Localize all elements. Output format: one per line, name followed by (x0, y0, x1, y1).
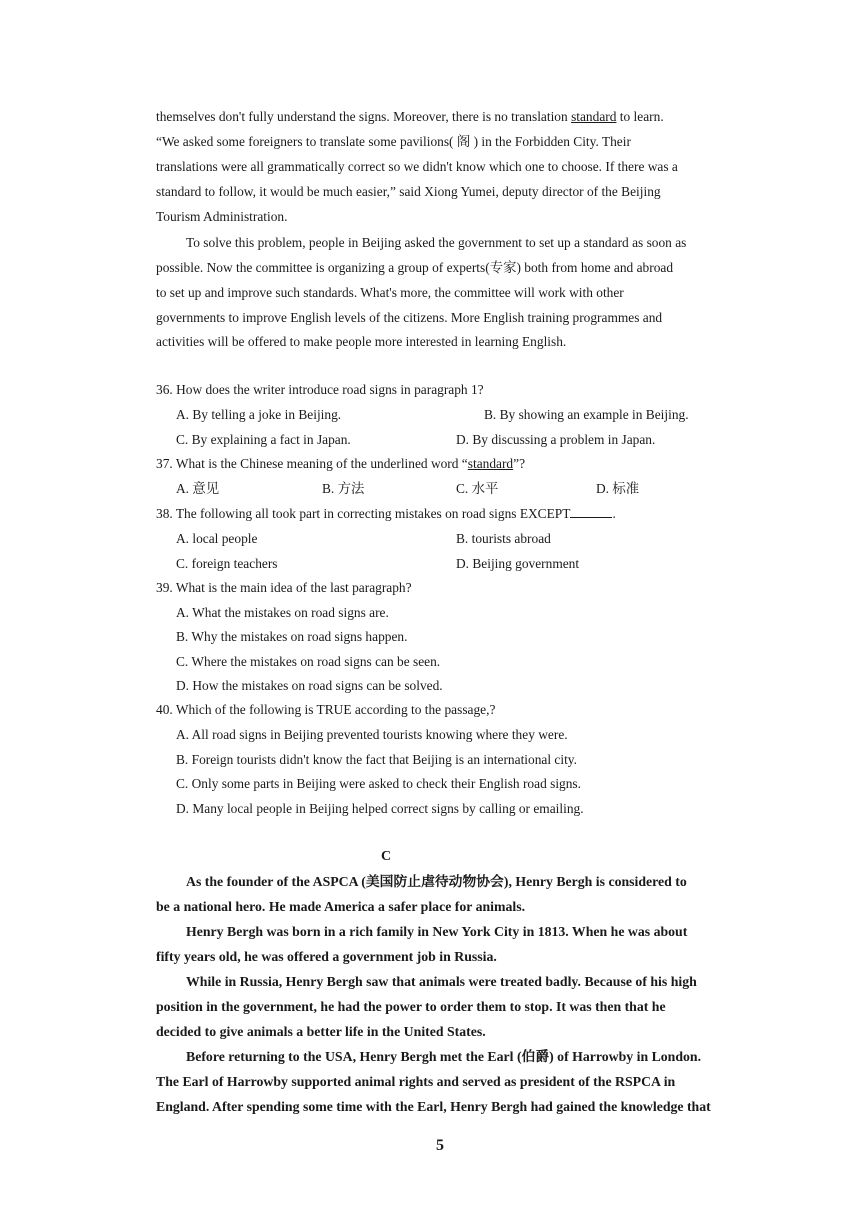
option-c: C. Where the mistakes on road signs can be seen. (176, 654, 441, 669)
passage-b-line: possible. Now the committee is organizing a group of experts(专家) both from home and abroad (156, 260, 674, 275)
passage-c-line: Before returning to the USA, Henry Bergh met the Earl (伯爵) of Harrowby in London. (186, 1049, 702, 1064)
option-d: D. How the mistakes on road signs can be solved. (176, 678, 443, 693)
passage-c-line: be a national hero. He made America a safer place for animals. (156, 899, 526, 914)
option-a: A. 意见 (176, 481, 220, 496)
option-b: B. tourists abroad (456, 531, 551, 546)
section-heading: C (381, 849, 392, 864)
option-c: C. Only some parts in Beijing were asked to check their English road signs. (176, 776, 581, 791)
option-b: B. Foreign tourists didn't know the fact that Beijing is an international city. (176, 752, 577, 767)
passage-c-line: fifty years old, he was offered a government job in Russia. (156, 949, 497, 964)
passage-b-line: translations were all grammatically correct so we didn't know which one to choose. If there was a (156, 159, 678, 174)
question-stem: 40. Which of the following is TRUE according to the passage,? (156, 702, 496, 717)
passage-b-line: governments to improve English levels of the citizens. More English training programmes and (156, 310, 663, 325)
passage-b-line: themselves don't fully understand the signs. Moreover, there is no translation standard to learn. (156, 109, 664, 124)
option-c: C. foreign teachers (176, 556, 278, 571)
underlined-word-standard: standard (571, 109, 617, 124)
question-stem: 36. How does the writer introduce road signs in paragraph 1? (156, 382, 484, 397)
option-b: B. 方法 (322, 481, 365, 496)
answer-blank (570, 505, 612, 518)
option-c: C. By explaining a fact in Japan. (176, 432, 351, 447)
option-b: B. Why the mistakes on road signs happen. (176, 629, 408, 644)
question-stem: 39. What is the main idea of the last paragraph? (156, 580, 412, 595)
option-a: A. local people (176, 531, 258, 546)
passage-c-line: As the founder of the ASPCA (美国防止虐待动物协会), Henry Bergh is considered to (186, 874, 687, 889)
passage-b-line: Tourism Administration. (156, 209, 288, 224)
option-a: A. All road signs in Beijing prevented tourists knowing where they were. (176, 727, 568, 742)
passage-b-line: “We asked some foreigners to translate some pavilions( 阁 ) in the Forbidden City. Their (156, 134, 631, 149)
passage-c-line: England. After spending some time with the Earl, Henry Bergh had gained the knowledge that (156, 1099, 711, 1114)
option-d: D. By discussing a problem in Japan. (456, 432, 656, 447)
option-d: D. Beijing government (456, 556, 580, 571)
passage-c-line: Henry Bergh was born in a rich family in New York City in 1813. When he was about (186, 924, 688, 939)
option-c: C. 水平 (456, 481, 499, 496)
passage-c-line: While in Russia, Henry Bergh saw that animals were treated badly. Because of his high (186, 974, 697, 989)
passage-c-line: The Earl of Harrowby supported animal rights and served as president of the RSPCA in (156, 1074, 676, 1089)
option-a: A. By telling a joke in Beijing. (176, 407, 342, 422)
passage-c-line: position in the government, he had the power to order them to stop. It was then that he (156, 999, 666, 1014)
option-d: D. 标准 (596, 481, 640, 496)
passage-b-line: activities will be offered to make people more interested in learning English. (156, 334, 567, 349)
passage-c-line: decided to give animals a better life in the United States. (156, 1024, 486, 1039)
option-d: D. Many local people in Beijing helped correct signs by calling or emailing. (176, 801, 584, 816)
passage-b-line: to set up and improve such standards. What's more, the committee will work with other (156, 285, 624, 300)
underlined-word-standard: standard (467, 456, 514, 471)
option-a: A. What the mistakes on road signs are. (176, 605, 389, 620)
option-b: B. By showing an example in Beijing. (484, 407, 689, 422)
question-stem: 37. What is the Chinese meaning of the underlined word “standard”? (156, 456, 526, 471)
question-stem: 38. The following all took part in correcting mistakes on road signs EXCEPT . (156, 506, 616, 521)
passage-b-line: To solve this problem, people in Beijing asked the government to set up a standard as soon as (186, 235, 687, 250)
passage-b-line: standard to follow, it would be much easier,” said Xiong Yumei, deputy director of the Beijing (156, 184, 661, 199)
page-number: 5 (436, 1137, 444, 1154)
